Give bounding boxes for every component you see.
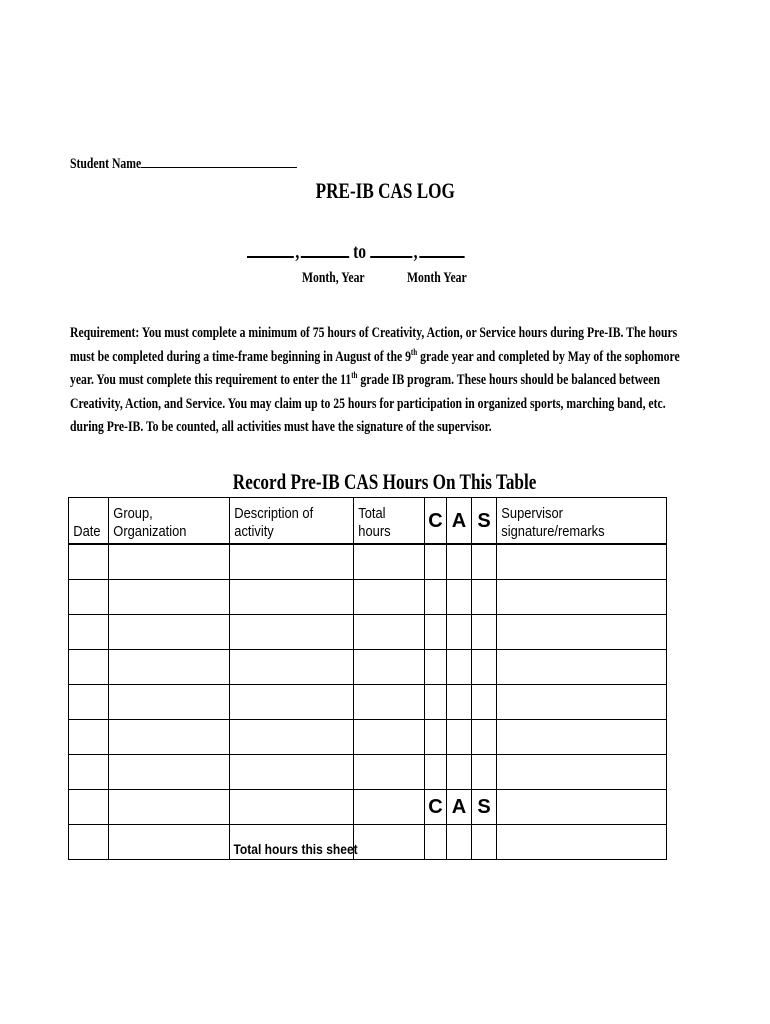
cell-s[interactable] [472, 544, 497, 580]
cell-group [109, 825, 230, 860]
table-row [69, 755, 667, 790]
cell-c[interactable] [425, 650, 447, 685]
cell-s[interactable] [472, 720, 497, 755]
table-title: Record Pre-IB CAS Hours On This Table [233, 469, 537, 494]
cas-hours-table [68, 497, 667, 860]
cell-group [109, 790, 230, 825]
header-total-hours: Total hours [354, 498, 425, 545]
cell-c[interactable] [425, 615, 447, 650]
cell-description[interactable] [230, 580, 354, 615]
start-year-blank[interactable] [301, 238, 349, 258]
cell-a[interactable] [447, 615, 472, 650]
cell-date [69, 825, 109, 860]
totals-c-label: C [425, 790, 447, 825]
cell-description[interactable] [230, 720, 354, 755]
cell-supervisor[interactable] [497, 544, 667, 580]
cell-c[interactable] [425, 685, 447, 720]
header-supervisor: Supervisor signature/remarks [497, 498, 667, 545]
cell-a[interactable] [447, 685, 472, 720]
cell-a[interactable] [447, 755, 472, 790]
cell-description[interactable] [230, 544, 354, 580]
cell-c[interactable] [425, 755, 447, 790]
cell-s[interactable] [472, 685, 497, 720]
cell-hours[interactable] [354, 720, 425, 755]
cell-group[interactable] [109, 720, 230, 755]
date-range-to: to [353, 241, 367, 263]
cell-date[interactable] [69, 720, 109, 755]
requirement-line-2: must be completed during a time-frame beginning in August of the 9th grade year and completed by May of the sophomore [70, 346, 680, 365]
header-description: Description of activity [230, 498, 354, 545]
totals-cas-row [69, 790, 667, 825]
totals-a-label: A [447, 790, 472, 825]
cell-group[interactable] [109, 615, 230, 650]
cell-group[interactable] [109, 685, 230, 720]
requirement-line-5: during Pre-IB. To be counted, all activities must have the signature of the supervisor. [70, 419, 492, 435]
table-row [69, 615, 667, 650]
requirement-line-1: Requirement: You must complete a minimum of 75 hours of Creativity, Action, or Service hours during Pre-IB. The hours [70, 325, 678, 341]
cell-a[interactable] [447, 720, 472, 755]
cell-s[interactable] [472, 580, 497, 615]
cell-hours[interactable] [354, 615, 425, 650]
cell-c[interactable] [425, 580, 447, 615]
cell-s[interactable] [472, 650, 497, 685]
cell-s[interactable] [472, 755, 497, 790]
cell-description[interactable] [230, 615, 354, 650]
cell-c[interactable] [425, 720, 447, 755]
student-name-field[interactable] [70, 154, 361, 173]
cell-date [69, 790, 109, 825]
cell-group[interactable] [109, 755, 230, 790]
cell-date[interactable] [69, 755, 109, 790]
total-c-value[interactable] [425, 825, 447, 860]
end-year-blank[interactable] [419, 238, 464, 258]
cell-hours[interactable] [354, 685, 425, 720]
table-row [69, 544, 667, 580]
table-row [69, 580, 667, 615]
cell-supervisor[interactable] [497, 685, 667, 720]
cell-description[interactable] [230, 755, 354, 790]
cell-description[interactable] [230, 650, 354, 685]
header-date: Date [69, 498, 109, 545]
cell-group[interactable] [109, 544, 230, 580]
student-name-blank-line[interactable] [141, 154, 297, 168]
total-supervisor-cell[interactable] [497, 825, 667, 860]
cell-a[interactable] [447, 544, 472, 580]
table-row [69, 720, 667, 755]
cell-hours[interactable] [354, 755, 425, 790]
cell-s[interactable] [472, 615, 497, 650]
table-header-row [69, 498, 667, 545]
start-month-blank[interactable] [247, 238, 294, 258]
cell-supervisor[interactable] [497, 615, 667, 650]
cell-group[interactable] [109, 580, 230, 615]
end-month-blank[interactable] [370, 238, 412, 258]
table-row [69, 650, 667, 685]
end-date-label: Month Year [407, 270, 467, 286]
total-hours-label: Total hours this sheet [230, 825, 354, 860]
requirement-paragraph [70, 322, 770, 440]
student-name-label: Student Name [70, 156, 142, 172]
date-range: , to , [247, 238, 526, 264]
cell-date[interactable] [69, 650, 109, 685]
cell-date[interactable] [69, 544, 109, 580]
totals-s-label: S [472, 790, 497, 825]
requirement-line-3: year. You must complete this requirement to enter the 11th grade IB program. These hours should be balanced between [70, 370, 660, 388]
cell-supervisor[interactable] [497, 755, 667, 790]
cell-supervisor[interactable] [497, 650, 667, 685]
cell-a[interactable] [447, 650, 472, 685]
cell-date[interactable] [69, 580, 109, 615]
cell-date[interactable] [69, 615, 109, 650]
cell-hours[interactable] [354, 544, 425, 580]
cell-supervisor[interactable] [497, 720, 667, 755]
page-title: PRE-IB CAS LOG [315, 178, 455, 203]
start-date-label: Month, Year [302, 270, 365, 286]
cell-supervisor [497, 790, 667, 825]
cell-group[interactable] [109, 650, 230, 685]
cell-description [230, 790, 354, 825]
cell-description[interactable] [230, 685, 354, 720]
cell-supervisor[interactable] [497, 580, 667, 615]
table-row [69, 685, 667, 720]
total-hours-value[interactable] [354, 825, 425, 860]
requirement-line-4: Creativity, Action, and Service. You may claim up to 25 hours for participation in organized sports, marching band, etc. [70, 395, 666, 412]
cell-a[interactable] [447, 580, 472, 615]
header-group: Group, Organization [109, 498, 230, 545]
total-a-value[interactable] [447, 825, 472, 860]
cell-hours [354, 790, 425, 825]
cell-hours[interactable] [354, 580, 425, 615]
header-s: S [472, 498, 497, 545]
totals-row [69, 825, 667, 860]
cell-c[interactable] [425, 544, 447, 580]
total-s-value[interactable] [472, 825, 497, 860]
cell-date[interactable] [69, 685, 109, 720]
cell-hours[interactable] [354, 650, 425, 685]
header-c: C [425, 498, 447, 545]
header-a: A [447, 498, 472, 545]
